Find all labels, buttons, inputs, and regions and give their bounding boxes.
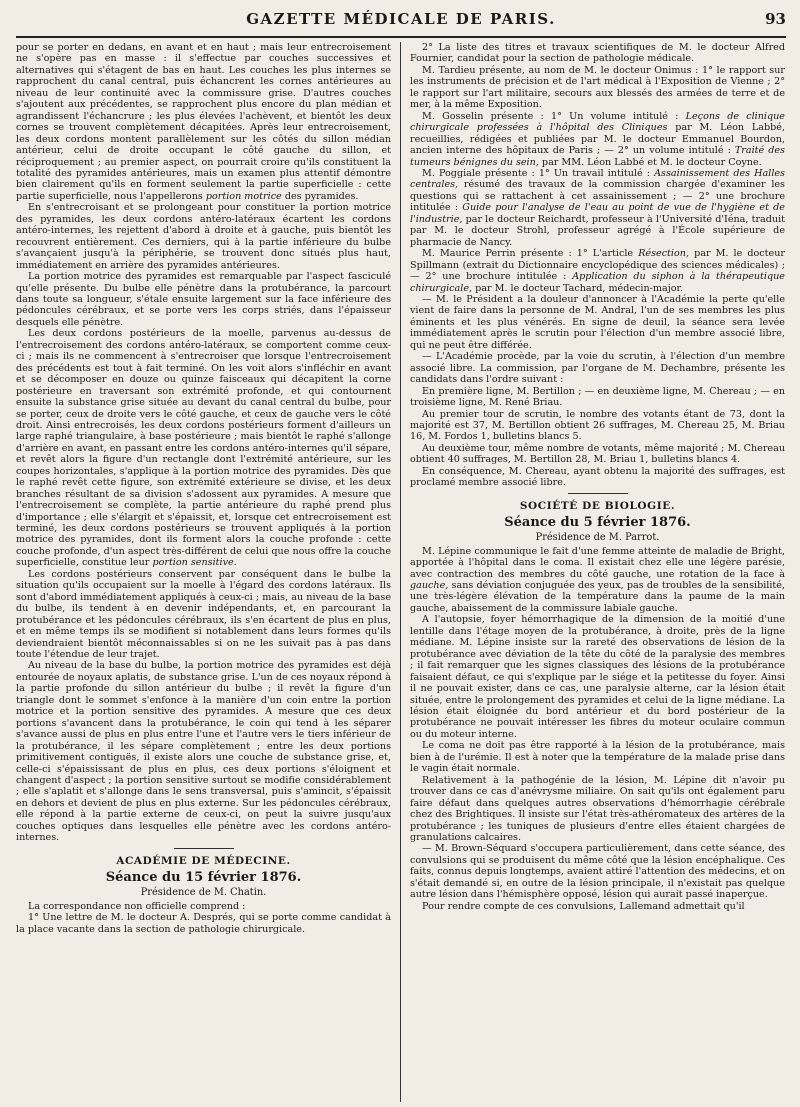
right-column <box>401 42 785 1102</box>
paragraph: — L'Académie procède, par la voie du scrutin, à l'élection d'un membre associé libre. La commission, par l'organe de M. Dechambre, présente les candidats dans l'ordre suivant : <box>410 351 785 386</box>
paragraph: Les deux cordons postérieurs de la moelle, parvenus au-dessus de l'entrecroisement des cordons antéro-latéraux, se comportent comme ceux-ci ; mais ils ne commencent à s'entrecroiser que lorsque l'entrecroisement des précédents est tout à fait terminé. On les voit alors s'infléchir en avant et se décomposer en douze ou quinze faisceaux qui décapitent la corne postérieure en traversant son extrémité profonde, et qui contournent ensuite la substance grise située au devant du canal central du bulbe, pour se porter, ceux de droite vers le côté gauche, et ceux de gauche vers le côté droit. Ainsi entrecroisés, les deux cordons postérieurs forment d'ailleurs un large raphé triangulaire, à base postérieure ; mais bientôt le raphé s'allonge d'arrière en avant, en passant entre les cordons antéro-internes qu'il sépare, et revêt alors la figure d'un rectangle dont l'extrémité antérieure, sur les coupes horizontales, s'applique à la portion motrice des pyramides. Dès que le raphé revêt cette figure, son extrémité extérieure se divise, et les deux branches résultant de sa division s'adossent aux pyramides. A mesure que l'entrecroisement se complète, la partie antérieure du raphé prend plus d'importance ; elle s'élargit et s'épaissit, et, lorsque cet entrecroisement est terminé, les deux cordons postérieurs se trouvent appliqués à la portion motrice des pyramides, dont ils forment alors la couche profonde : cette couche profonde, d'un aspect très-différent de celui que nous offre la couche superficielle, constitue leur portion sensitive. <box>16 328 391 569</box>
page-number: 93 <box>765 10 786 28</box>
section-divider <box>174 848 234 849</box>
paragraph: Relativement à la pathogénie de la lésion, M. Lépine dit n'avoir pu trouver dans ce cas d'anévrysme miliaire. On sait qu'ils ont également paru faire défaut dans quelques autres observations d'hémorrhagie cérébrale chez des Brightiques. Il insiste sur l'état très-athéromateux des artères de la protubérance ; les tuniques de plusieurs d'entre elles étaient chargées de granulations calcaires. <box>410 774 785 843</box>
paragraph: Pour rendre compte de ces convulsions, Lallemand admettait qu'il <box>422 900 745 912</box>
session-president: Présidence de M. Parrot. <box>535 531 660 543</box>
section-divider <box>568 493 628 494</box>
section-title-biologie: SOCIÉTÉ DE BIOLOGIE. <box>519 499 676 512</box>
paragraph: — M. Brown-Séquard s'occupera particulièrement, dans cette séance, des convulsions qui se produisent du même côté que la lésion encéphalique. Ces faits, connus depuis longtemps, avaient attiré l'attention des médecins, et on s'était demandé si, en outre de la lésion principale, il n'existait pas quelque autre lésion dans l'hémisphère opposé, lésion qui aurait passé inaperçue. <box>410 843 785 901</box>
paragraph: Les cordons postérieurs conservent par conséquent dans le bulbe la situation qu'ils occupaient sur la moelle à l'égard des cordons latéraux. Ils sont d'abord immédiatement appliqués à ceux-ci ; mais, au niveau de la base du bulbe, ils tendent à en devenir indépendants, et, en parcourant la protubérance et les pédoncules cérébraux, ils s'en écartent de plus en plus, et en même temps ils se modifient si notablement dans leurs formes qu'ils deviendraient bientôt méconnaissables si on ne les suivait pas à pas dans toute l'étendue de leur trajet. <box>16 568 391 661</box>
paragraph: En première ligne, M. Bertillon ; — en deuxième ligne, M. Chereau ; — en troisième ligne, M. René Briau. <box>410 385 785 409</box>
paragraph: La correspondance non officielle comprend : <box>28 900 246 912</box>
session-date: Séance du 15 février 1876. <box>105 869 302 885</box>
paragraph: — M. le Président a la douleur d'annoncer à l'Académie la perte qu'elle vient de faire dans la personne de M. Andral, l'un de ses membres les plus éminents et les plus vénérés. En signe de deuil, la séance sera levée immédiatement après le scrutin pour l'élection d'un membre associé libre, qui ne peut être différée. <box>410 293 785 351</box>
paragraph: En conséquence, M. Chereau, ayant obtenu la majorité des suffrages, est proclamé membre associé libre. <box>410 465 785 489</box>
paragraph: Au niveau de la base du bulbe, la portion motrice des pyramides est déjà entourée de noyaux aplatis, de substance grise. L'un de ces noyaux répond à la partie profonde du sillon antérieur du bulbe ; il revêt la figure d'un triangle dont le sommet s'enfonce à la manière d'un coin entre la portion motrice et la portion sensitive des pyramides. A mesure que ces deux portions s'avancent dans la protubérance, le coin qui tend à les séparer s'avance aussi de plus en plus entre l'une et l'autre vers le tiers inférieur de la protubérance, il les sépare complètement ; entre les deux portions primitivement contiguës, il existe alors une couche de substance grise, et, celle-ci s'épaississant de plus en plus, ces deux portions s'éloignent et changent d'aspect ; la portion sensitive surtout se modifie considérablement ; elle s'aplatit et s'allonge dans le sens transversal, puis s'amincit, s'épaissit en dehors et devient de plus en plus externe. Sur les pédoncules cérébraux, elle répond à la partie externe de ceux-ci, on peut la suivre jusqu'aux couches optiques dans lesquelles elle pénètre avec les cordons antéro-internes. <box>16 660 391 844</box>
journal-title: GAZETTE MÉDICALE DE PARIS. <box>246 10 556 28</box>
paragraph: 1° Une lettre de M. le docteur A. Després, qui se porte comme candidat à la place vacante dans la section de pathologie chirurgicale. <box>16 912 391 935</box>
columns <box>16 42 786 1102</box>
paragraph: Au premier tour de scrutin, le nombre des votants étant de 73, dont la majorité est 37, M. Bertillon obtient 26 suffrages, M. Chereau 25, M. Briau 16, M. Fordos 1, bulletins blancs 5. <box>410 408 785 443</box>
paragraph: La portion motrice des pyramides est remarquable par l'aspect fasciculé qu'elle présente. Du bulbe elle pénètre dans la protubérance, la parcourt dans toute sa longueur, s'étale ensuite largement sur la face inférieure des pédoncules cérébraux, et se porte vers les corps striés, dans l'épaisseur desquels elle pénètre. <box>16 271 391 328</box>
paragraph: M. Lépine communique le fait d'une femme atteinte de maladie de Bright, apportée à l'hôpital dans le coma. Il existait chez elle une légère parésie, avec contraction des membres du côté gauche, une rotation de la face à gauche, sans déviation conjuguée des yeux, pas de troubles de la sensibilité, une très-légère élévation de la température dans la paume de la main gauche, abaissement de la commissure labiale gauche. <box>410 545 785 614</box>
paragraph: Au deuxième tour, même nombre de votants, même majorité ; M. Chereau obtient 40 suffrages, M. Bertillon 28, M. Briau 1, bulletins blancs 4. <box>410 442 785 466</box>
left-column <box>16 42 400 1102</box>
page-header <box>16 10 786 38</box>
section-title-academie: ACADÉMIE DE MÉDECINE. <box>116 854 291 867</box>
paragraph: M. Gosselin présente : 1° Un volume intitulé : Leçons de clinique chirurgicale professées à l'hôpital des Cliniques par M. Léon Labbé, recueillies, rédigées et publiées par M. le docteur Emmanuel Bourdon, ancien interne des hôpitaux de Paris ; — 2° un volume intitulé : Traité des tumeurs bénignes du sein, par MM. Léon Labbé et M. le docteur Coyne. <box>410 110 785 168</box>
paragraph: M. Poggiale présente : 1° Un travail intitulé : Assainissement des Halles centrales, résumé des travaux de la commission chargée d'examiner les questions qui se rattachent à cet assainissement ; — 2° une brochure intitulée : Guide pour l'analyse de l'eau au point de vue de l'hygiène et de l'industrie, par le docteur Reichardt, professeur à l'Université d'Iéna, traduit par M. le docteur Strohl, professeur agrégé à l'École supérieure de pharmacie de Nancy. <box>410 167 785 248</box>
session-date: Séance du 5 février 1876. <box>504 514 691 530</box>
paragraph: A l'autopsie, foyer hémorrhagique de la dimension de la moitié d'une lentille dans l'étage moyen de la protubérance, à droite, près de la ligne médiane. M. Lépine insiste sur la rareté des observations de lésion de la protubérance avec déviation de la tête du côté de la paralysie des membres ; il fait remarquer que les signes classiques des lésions de la protubérance faisaient défaut, ce qui s'explique par le siége et la petitesse du foyer. Ainsi il ne pouvait exister, dans ce cas, une paralysie alterne, car la lésion était située, entre le prolongement des pyramides et celui de la ligne médiane. La lésion était éloignée du bord antérieur et du bord postérieur de la protubérance ne pouvait intéresser les fibres du moteur oculaire commun ou du moteur interne. <box>410 614 785 740</box>
paragraph: pour se porter en dedans, en avant et en haut ; mais leur entrecroisement ne s'opère pas en masse : il s'effectue par couches successives et alternatives qui s'étagent de bas en haut. Les couches les plus internes se rapprochent du canal central, puis échancrent les cornes antérieures au niveau de leur continuité avec la commissure grise. D'autres couches s'ajoutent aux précédentes, se rapprochent plus encore du plan médian et agrandissent l'échancrure ; les plus élevées l'achèvent, et bientôt les deux cornes se trouvent complètement décapitées. Après leur entrecroisement, les deux cordons montent parallèlement sur les côtés du sillon médian antérieur, celui de droite occupant le côté gauche du sillon, et réciproquement ; au premier aspect, on pourrait croire qu'ils constituent la totalité des pyramides antérieures, mais un examen plus attentif démontre bien clairement qu'ils en forment seulement la partie superficielle : cette partie superficielle, nous l'appellerons portion motrice des pyramides. <box>16 42 391 202</box>
paragraph: En s'entrecroisant et se prolongeant pour constituer la portion motrice des pyramides, les deux cordons antéro-latéraux écartent les cordons antéro-internes, les rejettent d'abord à droite et à gauche, puis bientôt les recouvrent entièrement. Ces derniers, qui à la partie inférieure du bulbe s'avançaient jusqu'à la périphérie, se trouvent donc situés plus haut, immédiatement en arrière des pyramides antérieures. <box>16 202 391 271</box>
paragraph: M. Maurice Perrin présente : 1° L'article Résection, par M. le docteur Spillmann (extrait du Dictionnaire encyclopédique des sciences médicales) ; — 2° une brochure intitulée : Application du siphon à la thérapeutique chirurgicale, par M. le docteur Tachard, médecin-major. <box>410 248 785 294</box>
session-president: Présidence de M. Chatin. <box>140 886 267 898</box>
paragraph: M. Tardieu présente, au nom de M. le docteur Onimus : 1° le rapport sur les instruments de précision et de l'art médical à l'Exposition de Vienne ; 2° le rapport sur l'art militaire, secours aux blessés des armées de terre et de mer, à la même Exposition. <box>410 64 785 111</box>
paragraph: 2° La liste des titres et travaux scientifiques de M. le docteur Alfred Fournier, candidat pour la section de pathologie médicale. <box>410 42 785 65</box>
paragraph: Le coma ne doit pas être rapporté à la lésion de la protubérance, mais bien à de l'urémie. Il est à noter que la température de la malade prise dans le vagin était normale. <box>410 740 785 775</box>
